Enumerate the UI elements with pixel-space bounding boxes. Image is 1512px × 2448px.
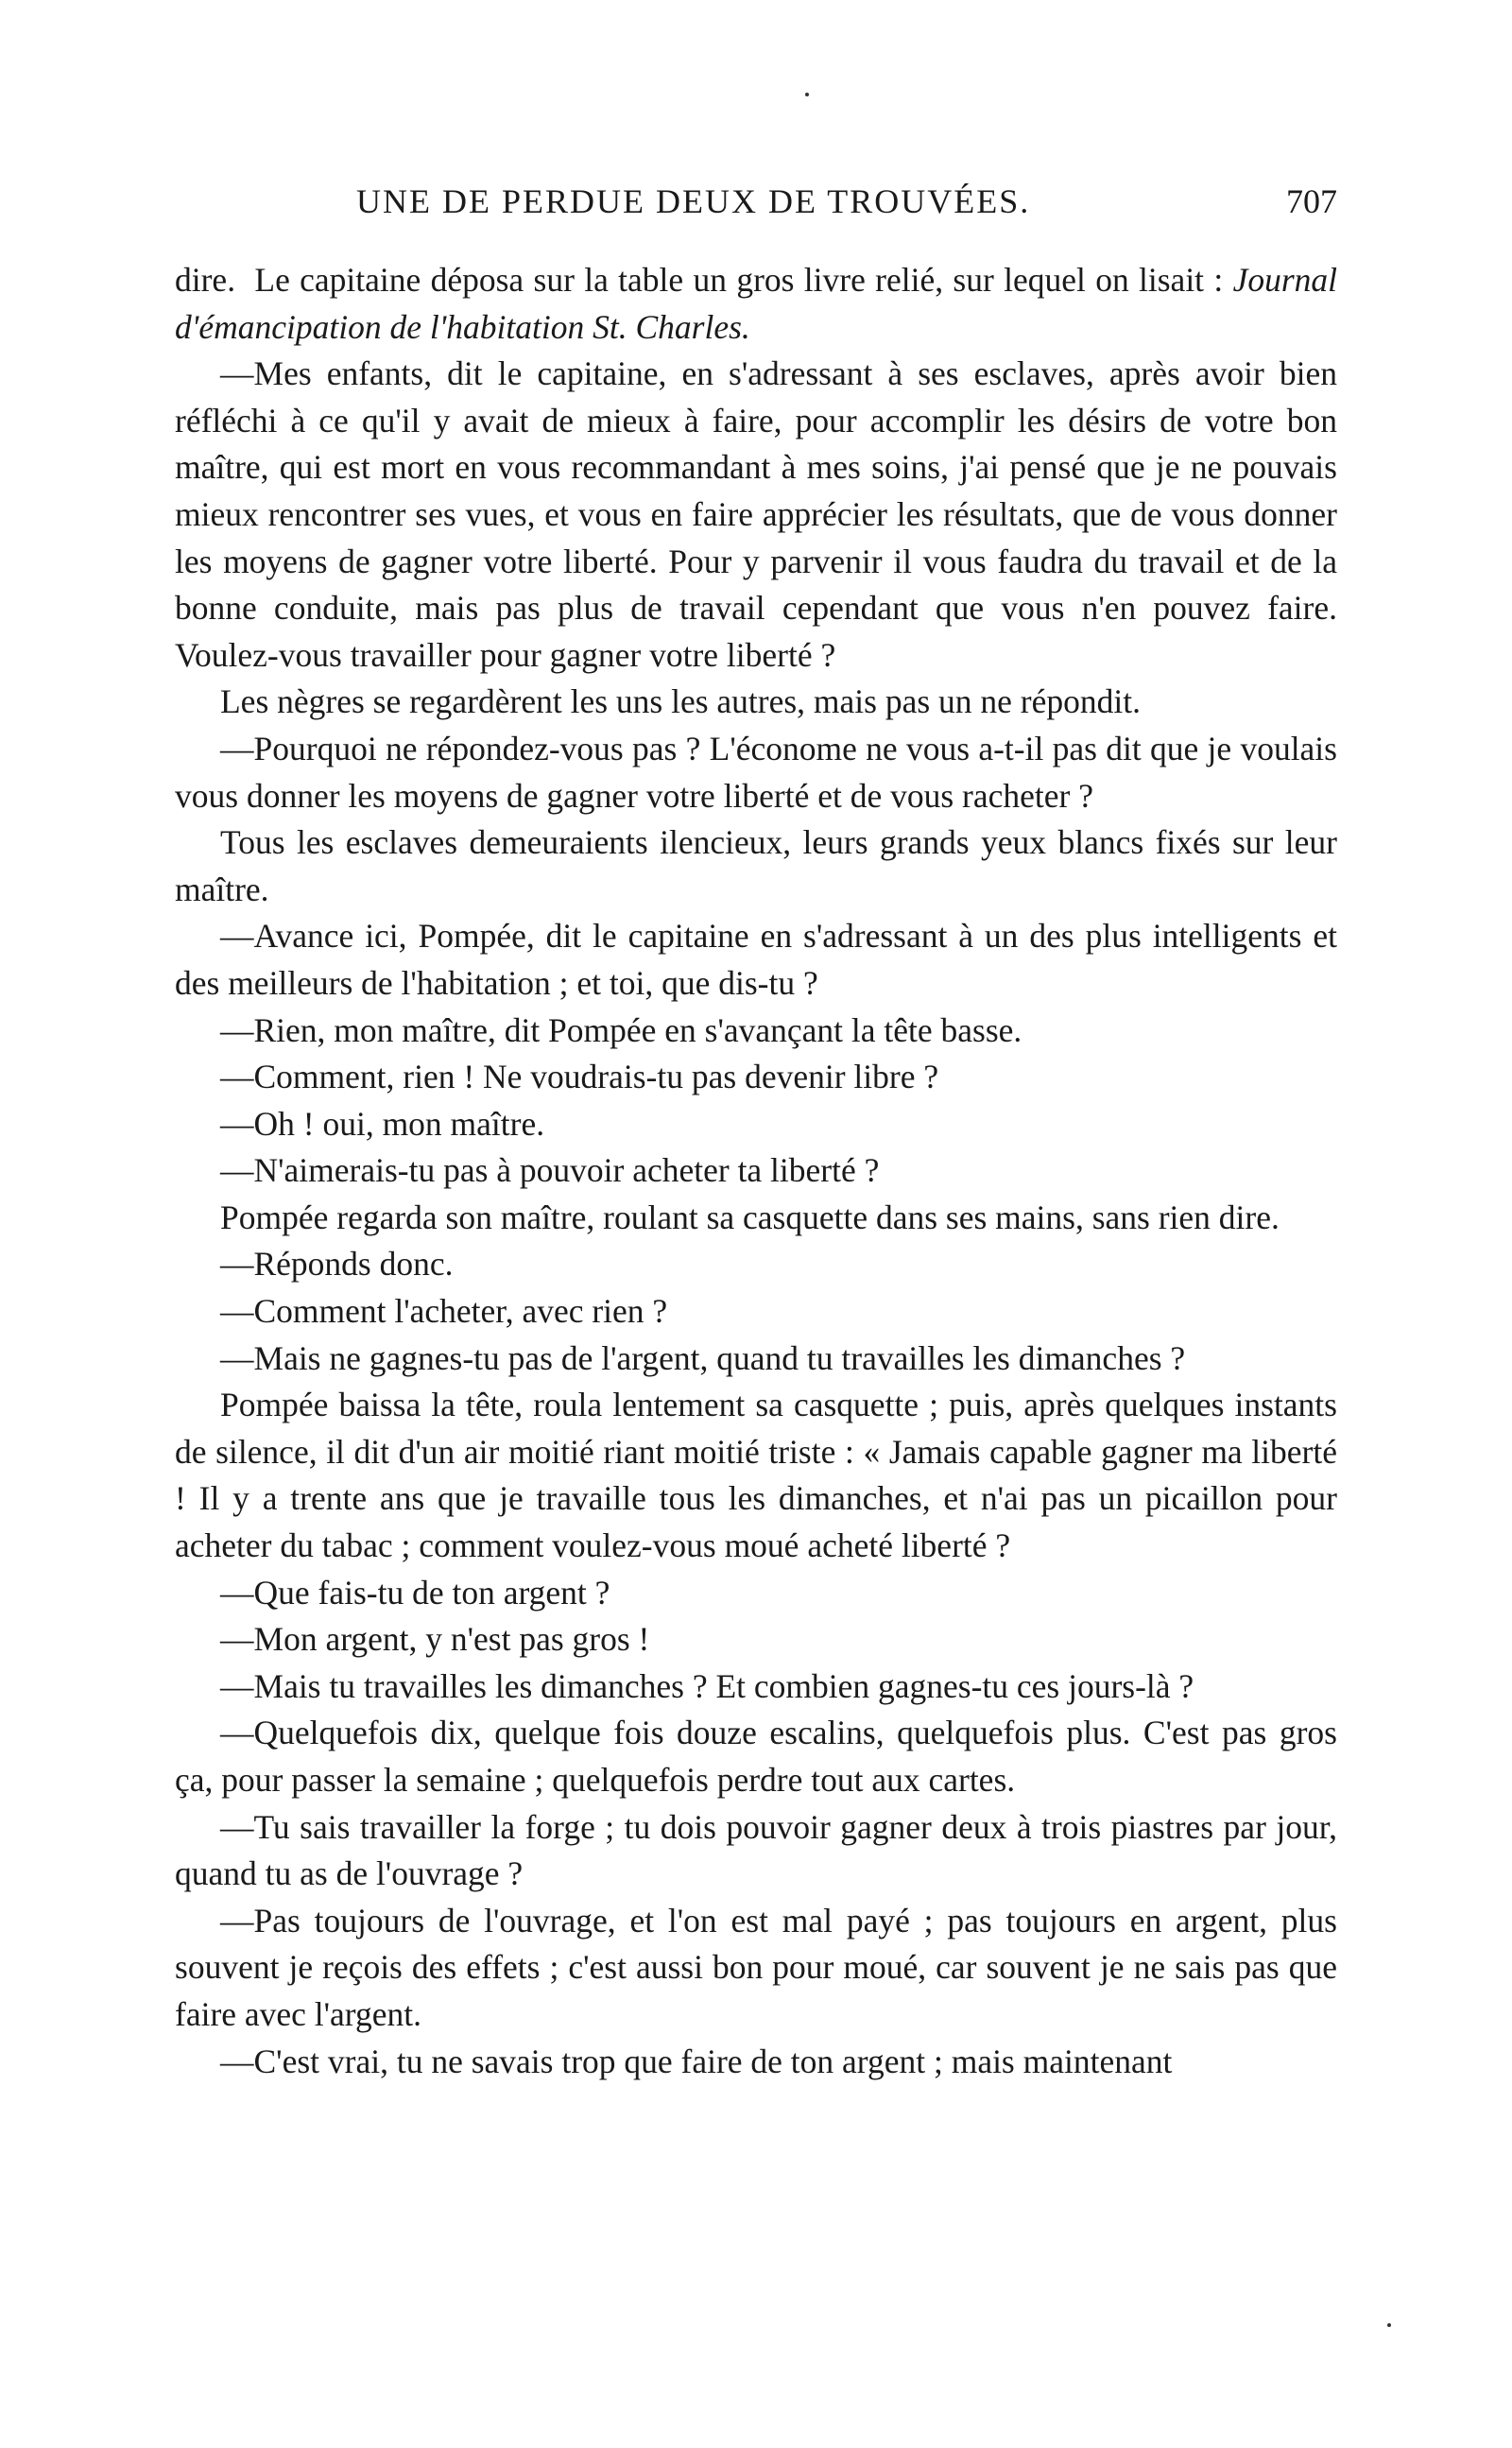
paragraph: —Quelquefois dix, quelque fois douze escalins, quelquefois plus. C'est pas gros ça, pour passer la semaine ; quelquefois perdre tout aux cartes.	[175, 1714, 1337, 1799]
paragraph-intro: dire.	[175, 261, 236, 299]
paragraph: Pompée baissa la tête, roula lentement sa casquette ; puis, après quelques instants de silence, il dit d'un air moitié riant moitié triste : « Jamais capable gagner ma liberté ! Il y a trente ans que je travaille tous les dimanches, et n'ai pas un picaillon pour acheter du tabac ; comment voulez-vous moué acheté liberté ?	[175, 1386, 1337, 1565]
paragraph: —Pas toujours de l'ouvrage, et l'on est mal payé ; pas toujours en argent, plus souvent je reçois des effets ; c'est aussi bon pour moué, car souvent je ne sais pas que faire avec l'argent.	[175, 1901, 1337, 2033]
body-text	[175, 257, 1337, 2085]
print-speck	[1387, 2323, 1391, 2327]
paragraph: —Mais tu travailles les dimanches ? Et combien gagnes-tu ces jours-là ?	[220, 1666, 1194, 1705]
paragraph-text: Le capitaine déposa sur la table un gros livre relié, sur lequel on lisait :	[254, 261, 1224, 299]
paragraph: —Réponds donc.	[220, 1245, 454, 1284]
paragraph: —Mes enfants, dit le capitaine, en s'adressant à ses esclaves, après avoir bien réfléchi à ce qu'il y avait de mieux à faire, pour accomplir les désirs de votre bon maître, qui est mort en vous recommandant à mes soins, j'ai pensé que je ne pouvais mieux rencontrer ses vues, et vous en faire apprécier les résultats, que de vous donner les moyens de gagner votre liberté. Pour y parvenir il vous faudra du travail et de la bonne conduite, mais pas plus de travail cependant que vous n'en pouvez faire. Voulez-vous travailler pour gagner votre liberté ?	[175, 354, 1337, 674]
paragraph: —Avance ici, Pompée, dit le capitaine en s'adressant à un des plus intelligents et des meilleurs de l'habitation ; et toi, que dis-tu ?	[175, 917, 1337, 1002]
running-title: UNE DE PERDUE DEUX DE TROUVÉES.	[356, 182, 1031, 220]
paragraph: —Oh ! oui, mon maître.	[220, 1104, 545, 1143]
paragraph: —Que fais-tu de ton argent ?	[220, 1573, 610, 1612]
page-header	[175, 181, 1337, 229]
paragraph: Les nègres se regardèrent les uns les autres, mais pas un ne répondit.	[220, 682, 1141, 721]
paragraph: —Rien, mon maître, dit Pompée en s'avançant la tête basse.	[220, 1010, 1022, 1049]
paragraph: —Comment l'acheter, avec rien ?	[220, 1292, 668, 1331]
paragraph: —Comment, rien ! Ne voudrais-tu pas devenir libre ?	[220, 1058, 939, 1096]
journal-title: Journal d'émancipation de l'habitation St. Charles.	[175, 261, 1337, 346]
paragraph: —N'aimerais-tu pas à pouvoir acheter ta liberté ?	[220, 1151, 880, 1190]
paragraph: Tous les esclaves demeuraients ilencieux, leurs grands yeux blancs fixés sur leur maître.	[175, 823, 1337, 908]
paragraph: —Pourquoi ne répondez-vous pas ? L'économe ne vous a-t-il pas dit que je voulais vous donner les moyens de gagner votre liberté et de vous racheter ?	[175, 729, 1337, 815]
page-number: 707	[1286, 182, 1337, 220]
paragraph: —Mais ne gagnes-tu pas de l'argent, quand tu travailles les dimanches ?	[220, 1338, 1186, 1377]
paragraph: —C'est vrai, tu ne savais trop que faire de ton argent ; mais maintenant	[220, 2042, 1173, 2080]
paragraph: Pompée regarda son maître, roulant sa casquette dans ses mains, sans rien dire.	[220, 1198, 1280, 1236]
paragraph: —Mon argent, y n'est pas gros !	[220, 1620, 650, 1659]
print-speck	[805, 93, 809, 96]
paragraph: —Tu sais travailler la forge ; tu dois pouvoir gagner deux à trois piastres par jour, quand tu as de l'ouvrage ?	[175, 1807, 1337, 1893]
paragraph	[175, 257, 1337, 351]
